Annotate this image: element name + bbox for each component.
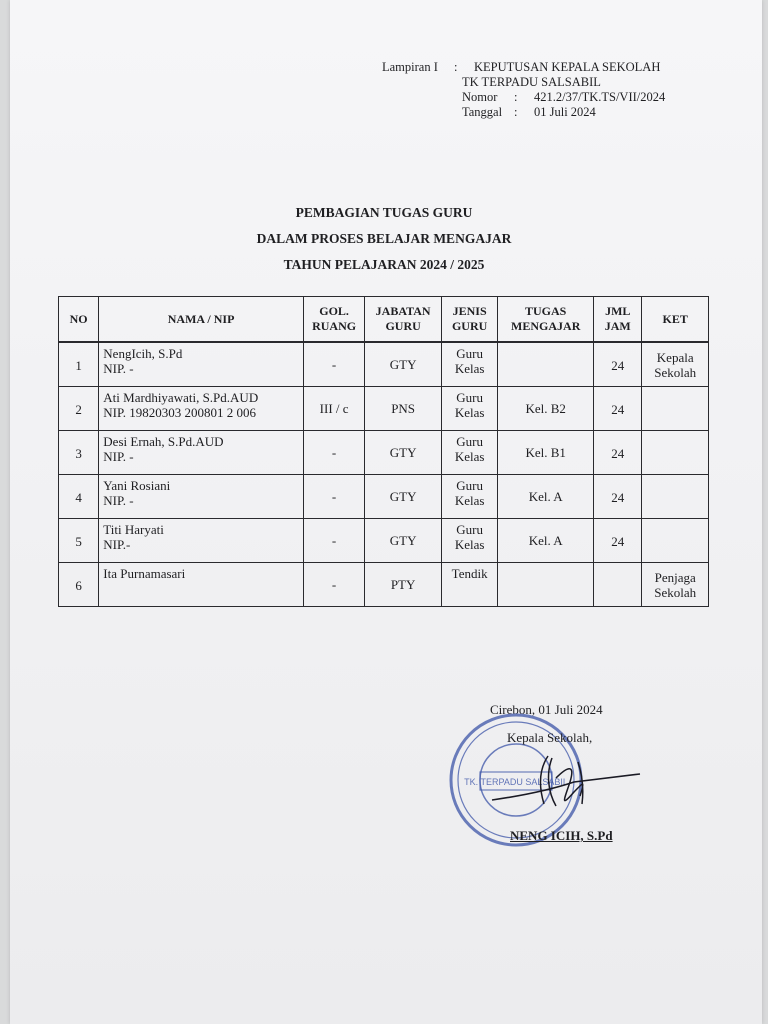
cell-jml [594, 563, 642, 607]
nomor-label: Nomor [462, 90, 498, 104]
table-header-row [59, 297, 709, 343]
cell-no: 4 [59, 475, 99, 519]
cell-nama: Yani Rosiani NIP. - [99, 475, 304, 519]
table-row [59, 519, 709, 563]
cell-gol: - [303, 431, 364, 475]
cell-tugas: Kel. B1 [498, 431, 594, 475]
cell-no: 5 [59, 519, 99, 563]
cell-no: 3 [59, 431, 99, 475]
teacher-duty-table [58, 296, 709, 607]
cell-jml: 24 [594, 475, 642, 519]
cell-jabatan: GTY [365, 519, 442, 563]
lampiran-block: Lampiran I : KEPUTUSAN KEPALA SEKOLAH TK TERPADU SALSABIL Nomor : 421.2/37/TK.TS/VII/2024 Tanggal : 01 Juli 2024 [382, 60, 666, 119]
cell-jml: 24 [594, 431, 642, 475]
table-row [59, 563, 709, 607]
svg-text:TK. TERPADU SALSABIL: TK. TERPADU SALSABIL [464, 777, 568, 787]
header-no: NO [59, 297, 99, 343]
lampiran-label: Lampiran I [382, 60, 438, 74]
cell-tugas: Kel. A [498, 519, 594, 563]
cell-jml: 24 [594, 342, 642, 387]
cell-tugas [498, 342, 594, 387]
cell-no: 6 [59, 563, 99, 607]
cell-nama: Ati Mardhiyawati, S.Pd.AUD NIP. 19820303 200801 2 006 [99, 387, 304, 431]
cell-jabatan: GTY [365, 475, 442, 519]
lampiran-line1: KEPUTUSAN KEPALA SEKOLAH [474, 60, 661, 74]
cell-nama: NengIcih, S.Pd NIP. - [99, 342, 304, 387]
cell-no: 2 [59, 387, 99, 431]
header-ket: KET [642, 297, 709, 343]
title-line-2: DALAM PROSES BELAJAR MENGAJAR [256, 231, 512, 246]
place-date: Cirebon, 01 Juli 2024 [490, 702, 603, 717]
cell-gol: - [303, 475, 364, 519]
cell-jml: 24 [594, 519, 642, 563]
cell-jenis: Guru Kelas [441, 387, 497, 431]
lampiran-line2: TK TERPADU SALSABIL [462, 75, 601, 89]
title-line-1: PEMBAGIAN TUGAS GURU [295, 205, 473, 220]
cell-gol: - [303, 519, 364, 563]
table-row [59, 431, 709, 475]
tanggal-label: Tanggal [462, 105, 503, 119]
cell-ket [642, 387, 709, 431]
cell-tugas [498, 563, 594, 607]
handwritten-signature [490, 748, 650, 818]
cell-jabatan: GTY [365, 431, 442, 475]
cell-nama: Titi Haryati NIP.- [99, 519, 304, 563]
cell-nama: Ita Purnamasari [99, 563, 304, 607]
cell-ket [642, 519, 709, 563]
signer-role: Kepala Sekolah, [507, 730, 593, 745]
cell-tugas: Kel. A [498, 475, 594, 519]
header-tugas: TUGAS MENGAJAR [498, 297, 594, 343]
header-jabatan: JABATAN GURU [365, 297, 442, 343]
header-jenis: JENIS GURU [441, 297, 497, 343]
tanggal-value: 01 Juli 2024 [534, 105, 596, 119]
cell-gol: - [303, 563, 364, 607]
cell-gol: III / c [303, 387, 364, 431]
cell-jabatan: PTY [365, 563, 442, 607]
cell-ket [642, 475, 709, 519]
cell-jenis: Tendik [441, 563, 497, 607]
header-jml: JML JAM [594, 297, 642, 343]
header-nama: NAMA / NIP [99, 297, 304, 343]
cell-jenis: Guru Kelas [441, 475, 497, 519]
cell-jabatan: PNS [365, 387, 442, 431]
cell-gol: - [303, 342, 364, 387]
table-row [59, 475, 709, 519]
cell-jml: 24 [594, 387, 642, 431]
nomor-value: 421.2/37/TK.TS/VII/2024 [534, 90, 666, 104]
cell-tugas: Kel. B2 [498, 387, 594, 431]
cell-nama: Desi Ernah, S.Pd.AUD NIP. - [99, 431, 304, 475]
cell-jabatan: GTY [365, 342, 442, 387]
header-gol: GOL. RUANG [303, 297, 364, 343]
signer-name: NENG ICIH, S.Pd [510, 828, 613, 843]
cell-ket: Kepala Sekolah [642, 342, 709, 387]
title-line-3: TAHUN PELAJARAN 2024 / 2025 [283, 257, 485, 272]
cell-ket [642, 431, 709, 475]
cell-ket: Penjaga Sekolah [642, 563, 709, 607]
cell-no: 1 [59, 342, 99, 387]
table-row [59, 342, 709, 387]
table-row [59, 387, 709, 431]
cell-jenis: Guru Kelas [441, 519, 497, 563]
cell-jenis: Guru Kelas [441, 342, 497, 387]
cell-jenis: Guru Kelas [441, 431, 497, 475]
